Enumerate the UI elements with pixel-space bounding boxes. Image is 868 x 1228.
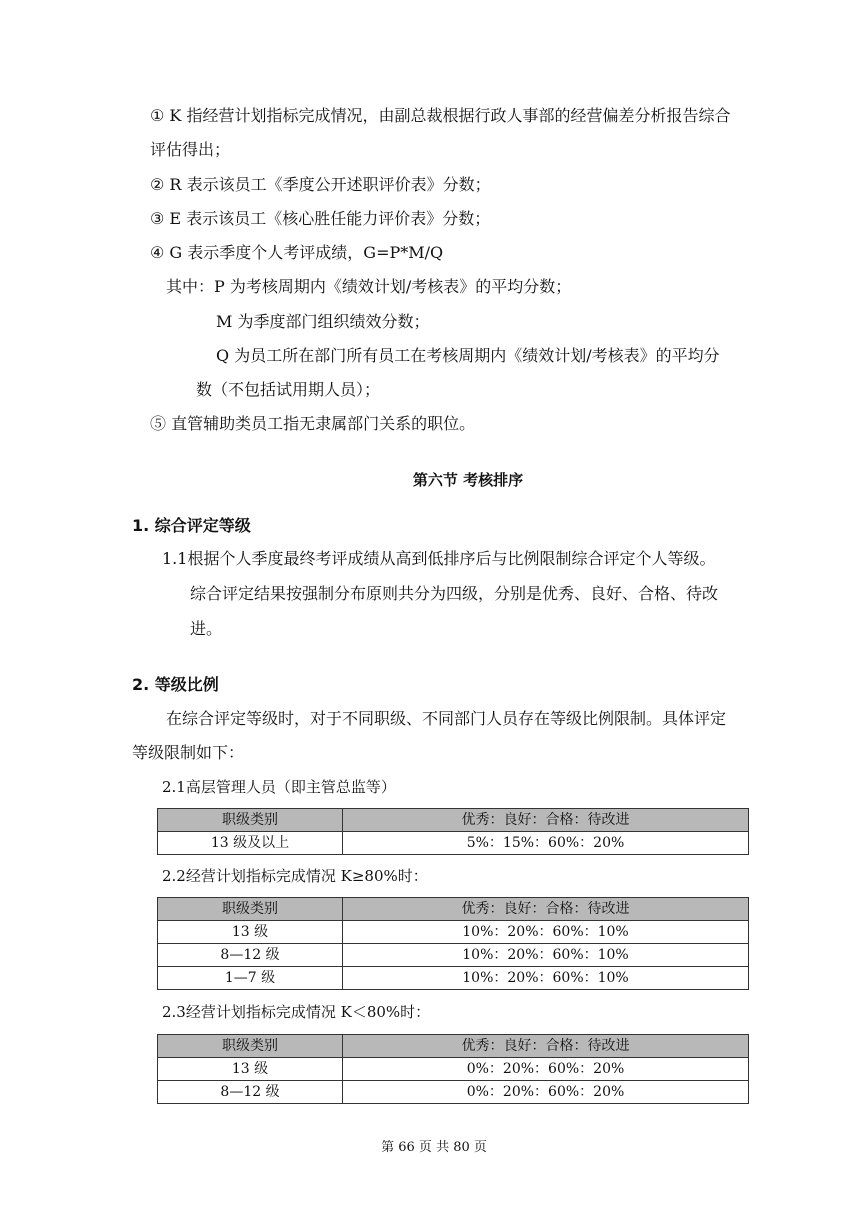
header-ratio: 优秀：良好：合格：待改进 — [343, 809, 749, 832]
cell-level: 1—7 级 — [158, 967, 343, 990]
note-q: Q 为员工所在部门所有员工在考核周期内《绩效计划/考核表》的平均分 — [216, 346, 720, 365]
cell-level: 13 级 — [158, 921, 343, 944]
s2-line-1: 在综合评定等级时，对于不同职级、不同部门人员存在等级比例限制。具体评定 — [166, 709, 727, 728]
header-level: 职级类别 — [158, 1035, 343, 1058]
header-level: 职级类别 — [158, 898, 343, 921]
section-title: 第六节 考核排序 — [412, 471, 524, 489]
cell-ratio: 10%：20%：60%：10% — [343, 921, 749, 944]
table-2 — [157, 897, 749, 990]
note-g: ④ G 表示季度个人考评成绩，G=P*M/Q — [150, 243, 444, 262]
table-3 — [157, 1034, 749, 1104]
note-r: ② R 表示该员工《季度公开述职评价表》分数； — [150, 175, 491, 194]
table-header-row — [158, 1035, 749, 1058]
header-ratio: 优秀：良好：合格：待改进 — [343, 898, 749, 921]
table-header-row — [158, 809, 749, 832]
table-row — [158, 1058, 749, 1081]
table-row — [158, 921, 749, 944]
cell-level: 13 级及以上 — [158, 832, 343, 855]
header-level: 职级类别 — [158, 809, 343, 832]
heading-1: 1. 综合评定等级 — [132, 516, 251, 535]
table-1 — [157, 808, 749, 855]
page-number: 第 66 页 共 80 页 — [381, 1140, 487, 1155]
table-header-row — [158, 898, 749, 921]
table-3-caption: 2.3经营计划指标完成情况 K＜80%时： — [162, 1003, 431, 1021]
cell-level: 13 级 — [158, 1058, 343, 1081]
header-ratio: 优秀：良好：合格：待改进 — [343, 1035, 749, 1058]
note-direct: ⑤ 直管辅助类员工指无隶属部门关系的职位。 — [150, 414, 476, 433]
note-m: M 为季度部门组织绩效分数； — [216, 312, 430, 331]
cell-ratio: 5%：15%：60%：20% — [343, 832, 749, 855]
table-row — [158, 967, 749, 990]
note-q-cont: 数（不包括试用期人员）； — [196, 380, 381, 399]
note-k-cont: 评估得出； — [150, 140, 231, 159]
s1-line-3: 进。 — [190, 619, 223, 638]
s2-line-2: 等级限制如下： — [132, 743, 245, 762]
table-1-caption: 2.1高层管理人员（即主管总监等） — [162, 778, 396, 796]
cell-ratio: 0%：20%：60%：20% — [343, 1081, 749, 1104]
cell-ratio: 10%：20%：60%：10% — [343, 944, 749, 967]
cell-ratio: 0%：20%：60%：20% — [343, 1058, 749, 1081]
note-p: 其中：P 为考核周期内《绩效计划/考核表》的平均分数； — [166, 277, 572, 296]
table-row — [158, 944, 749, 967]
table-row — [158, 1081, 749, 1104]
s1-line-2: 综合评定结果按强制分布原则共分为四级，分别是优秀、良好、合格、待改 — [190, 584, 719, 603]
cell-ratio: 10%：20%：60%：10% — [343, 967, 749, 990]
heading-2: 2. 等级比例 — [132, 675, 219, 694]
note-e: ③ E 表示该员工《核心胜任能力评价表》分数； — [150, 209, 491, 228]
cell-level: 8—12 级 — [158, 944, 343, 967]
table-row — [158, 832, 749, 855]
cell-level: 8—12 级 — [158, 1081, 343, 1104]
table-2-caption: 2.2经营计划指标完成情况 K≥80%时： — [162, 867, 428, 885]
s1-line-1: 1.1根据个人季度最终考评成绩从高到低排序后与比例限制综合评定个人等级。 — [162, 549, 716, 568]
note-k: ① K 指经营计划指标完成情况，由副总裁根据行政人事部的经营偏差分析报告综合 — [150, 106, 731, 125]
